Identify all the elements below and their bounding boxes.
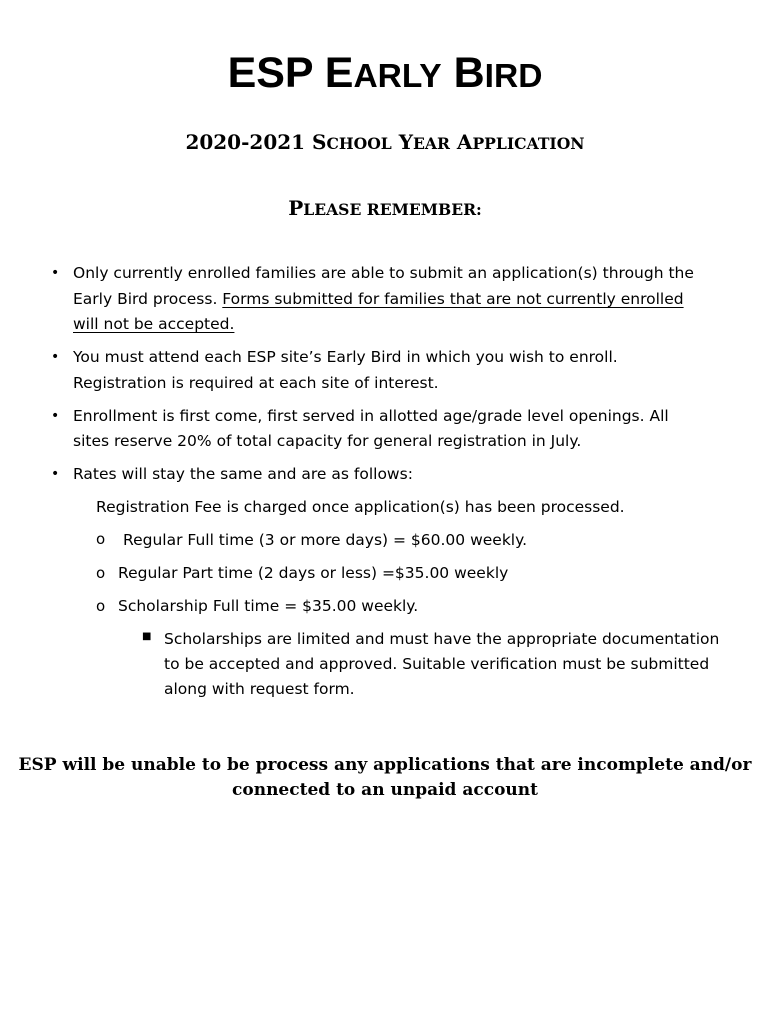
bullet-1-plain: Early Bird process. — [73, 290, 223, 308]
title-smallcaps-2: IRD — [484, 58, 543, 95]
document-subtitle — [0, 128, 770, 158]
please-remember-heading — [0, 194, 770, 224]
subtitle-cap-2: Y — [391, 130, 414, 154]
document-title — [0, 47, 770, 103]
footer-line-1: ESP will be unable to be process any applications that are incomplete and/or — [18, 755, 752, 775]
circle-bullet: o — [96, 530, 106, 548]
bullet-dot: • — [51, 265, 60, 281]
bullet-dot: • — [51, 466, 60, 482]
subtitle-year: 2020-2021 S — [185, 130, 327, 154]
bullet-1-line-2 — [73, 286, 684, 312]
bullet-2-line-1: You must attend each ESP site’s Early Bird in which you wish to enroll. — [73, 348, 618, 366]
bullet-dot: • — [51, 408, 60, 424]
bullet-1-line-1: Only currently enrolled families are able to submit an application(s) through the — [73, 264, 694, 282]
bullet-1-underlined: Forms submitted for families that are not currently enrolled — [222, 290, 684, 308]
rate-regular-full-time: Regular Full time (3 or more days) = $60.00 weekly. — [123, 531, 528, 549]
subtitle-cap-3: A — [449, 130, 473, 154]
remember-rest: LEASE REMEMBER: — [303, 200, 482, 219]
footer-line-2: connected to an unpaid account — [232, 780, 538, 800]
circle-bullet: o — [96, 564, 106, 582]
bullet-1-underlined-end: will not be accepted. — [73, 315, 235, 333]
registration-fee-note: Registration Fee is charged once application(s) has been processed. — [96, 498, 625, 516]
scholarship-note-line-3: along with request form. — [164, 680, 355, 698]
remember-cap: P — [288, 196, 304, 220]
square-bullet: ■ — [142, 631, 152, 642]
scholarship-note-line-1: Scholarships are limited and must have the appropriate documentation — [164, 630, 720, 648]
subtitle-word-3: PPLICATION — [472, 134, 585, 153]
subtitle-word-1: CHOOL — [326, 134, 392, 153]
bullet-2-line-2: Registration is required at each site of interest. — [73, 374, 439, 392]
bullet-3-line-2: sites reserve 20% of total capacity for general registration in July. — [73, 432, 582, 450]
footer-warning — [0, 753, 770, 803]
rate-scholarship-full-time: Scholarship Full time = $35.00 weekly. — [118, 597, 419, 615]
bullet-3-line-1: Enrollment is first come, first served in allotted age/grade level openings. All — [73, 407, 669, 425]
scholarship-note-line-2: to be accepted and approved. Suitable verification must be submitted — [164, 655, 710, 673]
bullet-dot: • — [51, 349, 60, 365]
title-smallcaps-1: ARLY — [353, 58, 442, 95]
circle-bullet: o — [96, 597, 106, 615]
rate-regular-part-time: Regular Part time (2 days or less) =$35.00 weekly — [118, 564, 509, 582]
subtitle-word-2: EAR — [413, 134, 450, 153]
bullet-4-line-1: Rates will stay the same and are as follows: — [73, 465, 413, 483]
title-lead-2: B — [441, 49, 485, 97]
title-lead: ESP E — [227, 49, 354, 97]
bullet-1-line-3 — [73, 311, 234, 337]
